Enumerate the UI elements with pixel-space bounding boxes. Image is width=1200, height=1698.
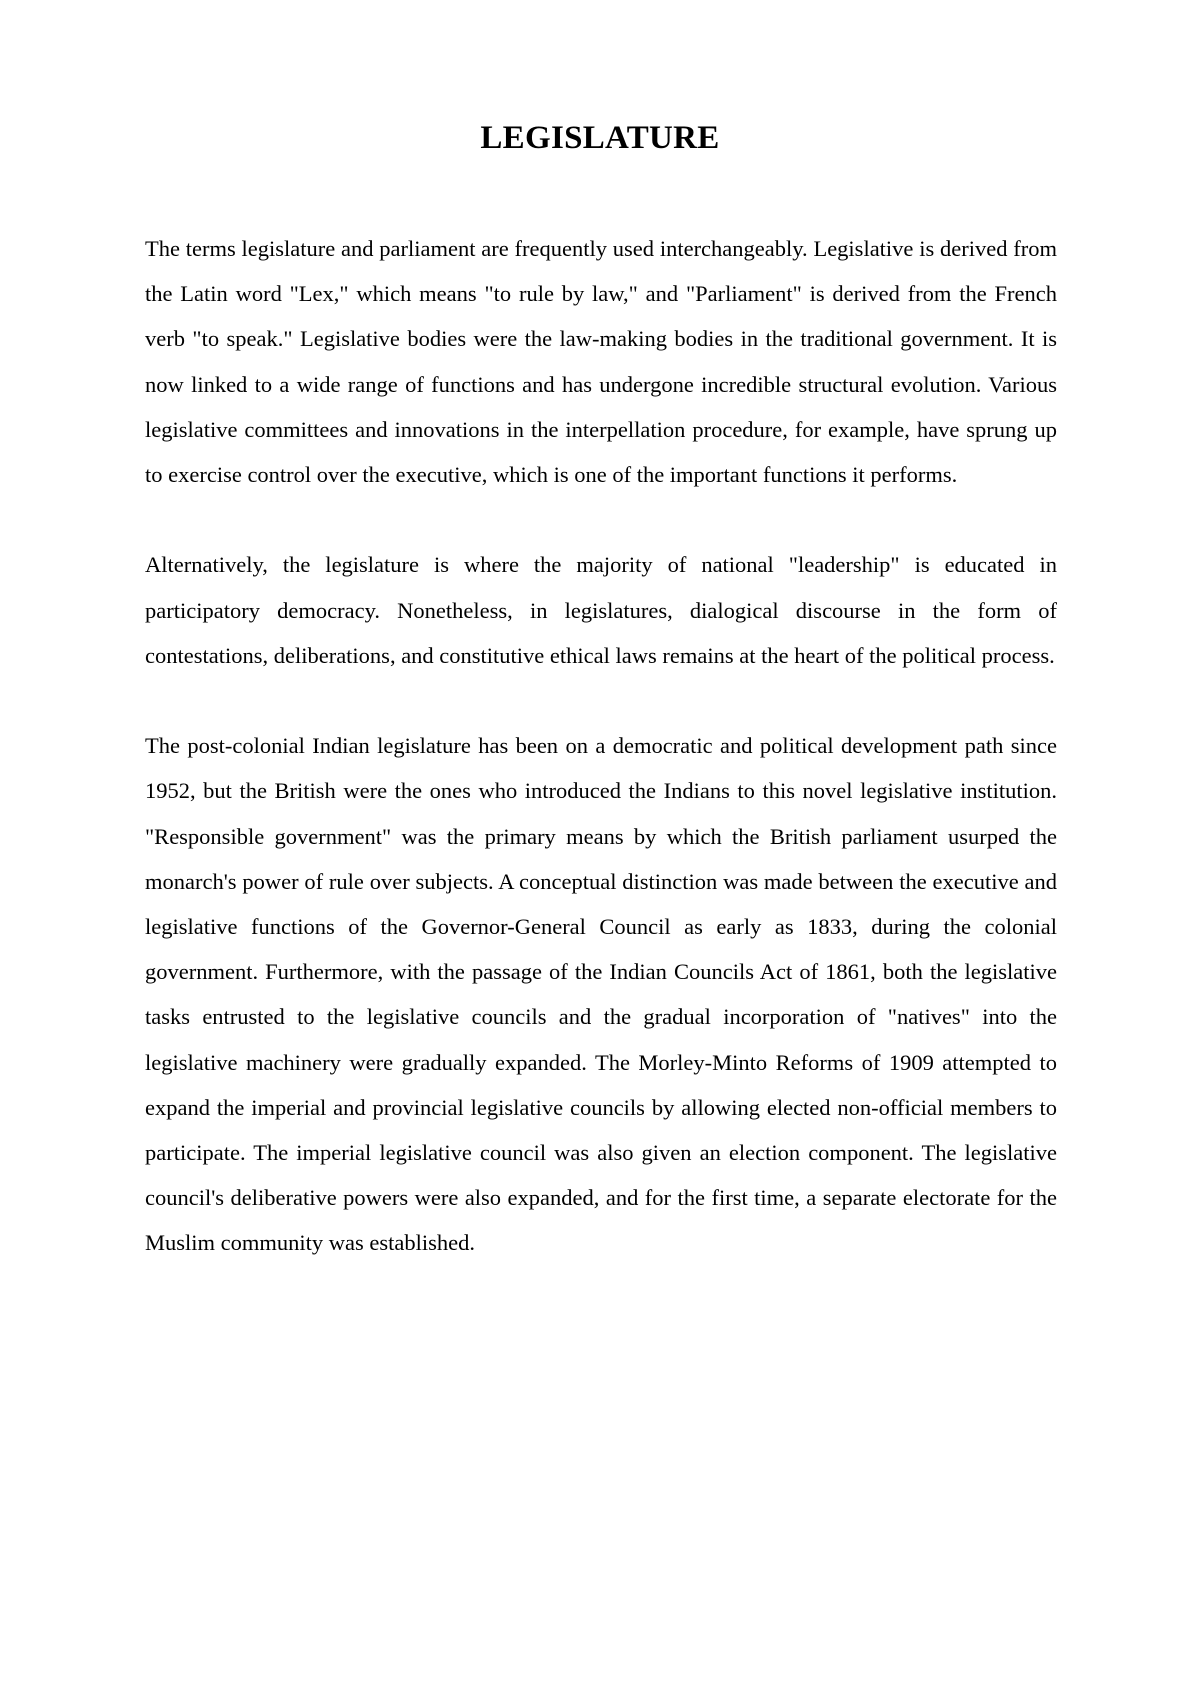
- document-title: LEGISLATURE: [480, 120, 720, 156]
- paragraph-3: The post-colonial Indian legislature has been on a democratic and political development path since 1952, but the British were the ones who introduced the Indians to this novel legislative institution. "Responsible government" was the primary means by which the British parliament usurped the monarch's power of rule over subjects. A conceptual distinction was made between the executive and legislative functions of the Governor-General Council as early as 1833, during the colonial government. Furthermore, with the passage of the Indian Councils Act of 1861, both the legislative tasks entrusted to the legislative councils and the gradual incorporation of "natives" into the legislative machinery were gradually expanded. The Morley-Minto Reforms of 1909 attempted to expand the imperial and provincial legislative councils by allowing elected non-official members to participate. The imperial legislative council was also given an election component. The legislative council's deliberative powers were also expanded, and for the first time, a separate electorate for the Muslim community was established.: [145, 733, 1057, 1256]
- document-body: [145, 226, 1057, 1266]
- paragraph-2: Alternatively, the legislature is where the majority of national "leadership" is educated in participatory democracy. Nonetheless, in legislatures, dialogical discourse in the form of contestations, deliberations, and constitutive ethical laws remains at the heart of the political process.: [145, 552, 1057, 668]
- paragraph-1: The terms legislature and parliament are frequently used interchangeably. Legislative is derived from the Latin word "Lex," which means "to rule by law," and "Parliament" is derived from the French verb "to speak." Legislative bodies were the law-making bodies in the traditional government. It is now linked to a wide range of functions and has undergone incredible structural evolution. Various legislative committees and innovations in the interpellation procedure, for example, have sprung up to exercise control over the executive, which is one of the important functions it performs.: [145, 236, 1057, 488]
